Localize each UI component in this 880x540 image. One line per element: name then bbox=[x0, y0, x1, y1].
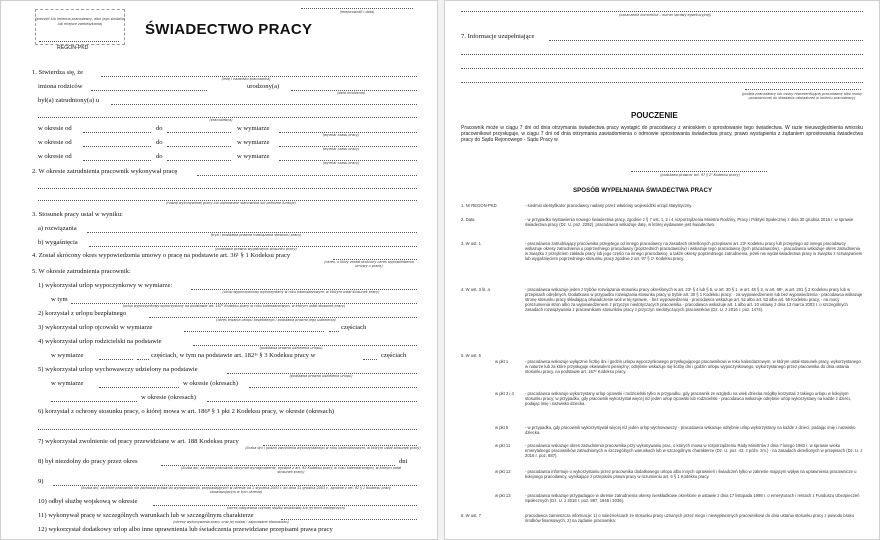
item-2: 2. W okresie zatrudnienia pracownik wykonywał pracę bbox=[32, 168, 178, 175]
city-date-caption: (miejscowość i data) bbox=[339, 10, 375, 14]
section-7: 7. Informacje uzupełniające bbox=[461, 33, 535, 40]
item-3: 3. Stosunek pracy ustał w wyniku: bbox=[32, 211, 123, 218]
page-title: ŚWIADECTWO PRACY bbox=[145, 21, 313, 38]
method-title: SPOSÓB WYPEŁNIANIA ŚWIADECTWA PRACY bbox=[573, 187, 713, 194]
item-4: 4. Został skrócony okres wypowiedzenia umowy o pracę na podstawie art. 36¹ § 1 Kodeksu pracy bbox=[32, 252, 291, 259]
legal-basis: (podstawa prawna: art. 97 § 2¹ Kodeksu pracy) bbox=[660, 173, 740, 177]
signature-caption: (podpis pracodawcy lub osoby reprezentującej pracodawcę albo osoby upoważnionej do składania oświadczeń w imieniu pracodawcy) bbox=[741, 92, 863, 101]
notice-title: POUCZENIE bbox=[631, 111, 678, 120]
regon-label: REGON-PKD bbox=[57, 45, 89, 51]
certificate-page: (pieczęć lub imienna pracodawcy, albo jego siedziba lub miejsce zamieszkania) REGON-PKD (miejscowość i data) ŚWIADECTWO PRACY 1. Stwierdza się, że (imię i nazwisko pracownika) imiona rodziców urodzony(a) (data urodzenia) był(a) zatrudniony(a) u (pracodawca) w okresie od do w wymiarze (wymiar czasu pracy) w okresie od do w wymiarze (wymiar czasu pracy) w okresie od do w wymiarze (wymiar czasu pracy) 2. W okresie zatrudnienia pracownik wykonywał pracę (rodzaj wykonywanej pracy lub zajmowane stanowiska lub pełnione funkcje) 3. Stosunek pracy ustał w wyniku: a) rozwiązania (tryb i podstawa prawna rozwiązania stosunku pracy) b) wygaśnięcia (podstawa prawna wygaśnięcia stosunku pracy) 4. Został skrócony okres wypowiedzenia umowy o pracę na podstawie art. 36¹ § 1 Kodeksu pracy (okres, o który został skrócony okres wypowiedzenia umowy o pracę) 5. W okresie zatrudnienia pracownik: 1) wykorzystał urlop wypoczynkowy w wymiarze: (urlop wypoczynkowy wykorzystany w roku kalendarzowym, w którym ustał stosunek pracy) w tym (urlop wypoczynkowy wykorzystany na podstawie art. 167² Kodeksu pracy w roku kalendarzowym, w którym ustał stosunek pracy) 2) korzystał z urlopu bezpłatnego (okres trwania urlopu bezpłatnego i podstawa prawna jego udzielenia) 3) wykorzystał urlop ojcowski w wymiarze częściach 4) wykorzystał urlop rodzicielski na podstawie (podstawa prawna udzielenia urlopu) w wymiarze częściach, w tym na podstawie art. 182¹ˢ § 3 Kodeksu pracy w częściach 5) wykorzystał urlop wychowawczy udzielony na podstawie (podstawa prawna udzielenia urlopu) w wymiarze w okresie (okresach) w okresie (okresach) 6) korzystał z ochrony stosunku pracy, o której mowa w art. 186⁸ § 1 pkt 2 Kodeksu pracy, w okresie (okresach) 7) wykorzystał zwolnienie od pracy przewidziane w art. 188 Kodeksu pracy (liczba dni i godzin zwolnienia wykorzystanego w roku kalendarzowym, w którym ustał stosunek pracy) 8) był niezdolny do pracy przez okres dni (liczba dni, za które pracownik otrzymał wynagrodzenie, zgodnie z art. 92 Kodeksu pracy, w roku kalendarzowym, w którym ustał stosunek pracy) 9) (liczba dni, za które pracownik nie zachował prawa do wynagrodzenia, przypadających w okresie od 1 stycznia 2003 r. do dnia 31 grudnia 2003 r., zgodnie z art. 92 § 1 Kodeksu pracy obowiązującym w tym okresie) 10) odbył służbę wojskową w okresie (okres odbywania czynnej służby wojskowej lub jej form zastępczych) 11) wykonywał pracę w szczególnych warunkach lub w szczególnym charakterze (okresy wykonywania pracy oraz jej rodzaj i zajmowane stanowisko) 12) wykorzystał dodatkowy urlop albo inne uprawnienia lub świadczenia przewidziane przepisami prawa pracy bbox=[0, 0, 438, 540]
item-1: 1. Stwierdza się, że bbox=[32, 69, 84, 76]
item-5: 5. W okresie zatrudnienia pracownik: bbox=[32, 268, 131, 275]
instructions-page: (oznaczenie komornika – numer sprawy egzekucyjnej) 7. Informacje uzupełniające (podpis pracodawcy lub osoby reprezentującej pracodawcę albo osoby upoważnionej do składania oświadczeń w imieniu pracodawcy) POUCZENIE Pracownik może w ciągu 7 dni od dnia otrzymania świadectwa pracy wystąpić do pracodawcy z wnioskiem o sprostowanie tego świadectwa. W razie nieuwzględnienia wniosku pracownikowi przysługuje, w ciągu 7 dni od dnia otrzymania zawiadomienia o odmowie sprostowania świadectwa pracy, prawo wystąpienia z żądaniem sprostowania świadectwa pracy do Sądu Rejonowego - Sądu Pracy w (podstawa prawna: art. 97 § 2¹ Kodeksu pracy) SPOSÓB WYPEŁNIANIA ŚWIADECTWA PRACY 1. Nr REGON-PKD - siedmio identyfikator pracodawcy nadany przez właściwy wojewódzki urząd statystyczny. 2. Data - w przypadku wystawienia nowego świadectwa pracy, zgodnie z § 7 ust. 1, 2 i 4 rozporządzenia Ministra Rodziny, Pracy i Polityki Społecznej z dnia 30 grudnia 2016 r. w sprawie świadectwa pracy (Dz. U. poz. 2292), pracodawca wskazuje datę, w której wydawane jest świadectwo. 3. W ust. 1 - pracodawca zatrudniający pracownika przejętego od innego pracodawcy na zasadach określonych przepisami art. 23¹ Kodeksu pracy lub przejętego od innego pracodawcy wskazuje okresy zatrudnienia u poprzedniego pracodawcy (poprzednich pracodawców) i wskazuje tego pracodawcę (tych pracodawców), - pracodawca wskazuje okres zatrudnienia w związku z przejściem zakładu pracy lub jego części na innego pracodawcę, a także okresy poprzedniego zatrudnienia, jeżeli nie wydał świadectwa pracy w związku z rozwiązaniem lub wygaśnięciem poprzedniego stosunku pracy zgodnie z art. 97 § 1¹ Kodeksu pracy. 4. W ust. 3 lit. a - pracodawca wskazuje jeden z trybów rozwiązania stosunku pracy określonych w art. 23¹ § 4 lub § 5, w art. 30 § 1, w art. 48 § 2, w art. 68¹, w art. 201 § 2 Kodeksu pracy lub w przepisach odrębnych. Dodatkowo w przypadku rozwiązania stosunku pracy w trybie art. 30 § 1 Kodeksu pracy: - za wypowiedzeniem lub bez wypowiedzenia - pracodawca wskazuje stronę stosunku pracy składającą oświadczenie woli w tej sprawie, - bez wypowiedzenia - pracodawca wskazuje art. 52 albo art. 53 albo art. 55 Kodeksu pracy, - na mocy porozumienia stron albo za wypowiedzeniem z przyczyn niedotyczących pracownika - pracodawca wskazuje art. 1 albo art. 10 ustawy z dnia 13 marca 2003 r. o szczególnych zasadach rozwiązywania z pracownikami stosunków pracy z przyczyn niedotyczących pracowników (Dz. U. z 2016 r. poz. 1474). 5. W ust. 5 w pkt 1 - pracodawca wskazuje wyłącznie liczbę dni i godzin urlopu wypoczynkowego przysługującego pracownikowi w roku kalendarzowym, w którym ustał stosunek pracy, wykorzystanego w naturze lub za które przysługuje ekwiwalent pieniężny; odrębnie wskazuje się liczbę dni i godzin urlopu wypoczynkowego, wykorzystanego przez pracownika do dnia ustania stosunku pracy, na podstawie art. 167² Kodeksu pracy. w pkt 3 i 4 - pracodawca wskazuje wykorzystany urlop ojcowski i rodzicielski tylko w przypadku, gdy pracownik ze względu na wiek dziecka mógłby korzystać z takiego urlopu w kolejnym stosunku pracy; w przypadku, gdy pracownik wykorzystał więcej niż jeden urlop ojcowski lub rodzicielski - pracodawca wskazuje odrębnie urlop wykorzystany na każde z dzieci, podając imię i nazwisko dziecka. w pkt 5 - w przypadku, gdy pracownik wykorzystywał więcej niż jeden urlop wychowawczy - pracodawca wskazuje odrębnie urlop wykorzystany na każde z dzieci, podając imię i nazwisko dziecka. w pkt 11 - pracodawca wskazuje okres zatrudnienia pracownika przy wykonywaniu prac, o których mowa w rozporządzeniu Rady Ministrów z dnia 7 lutego 1983 r. w sprawie wieku emerytalnego pracowników zatrudnionych w szczególnych warunkach lub w szczególnym charakterze (Dz. U. poz. 43, z późn. zm.) - na zasadach określonych w przepisach (Dz. U. z 2016 r. poz. 887). w pkt 12 - pracodawca informuje o wykorzystaniu przez pracownika dodatkowego urlopu albo innych uprawnień i świadczeń tylko w zakresie mającym wpływ na uprawnienia pracownicze u kolejnego pracodawcy, wynikające z przepisów prawa pracy w rozumieniu art. 9 § 1 Kodeksu pracy. w pkt 13 - pracodawca wskazuje przypadające w okresie zatrudnienia okresy nieskładkowe określone w ustawie z dnia 17 listopada 1998 r. o emeryturach i rentach z Funduszu Ubezpieczeń Społecznych (Dz. U. z 2016 r. poz. 887, 1948 i 2036). 6. W ust. 7 pracodawca zamieszcza informacje: 1) o należnościach ze stosunku pracy uznanych przez niego i niewypłaconych pracownikowi do dnia ustania stosunku pracy z powodu braku środków finansowych, 2) na żądanie pracownika: bbox=[444, 0, 880, 540]
employer-stamp-caption: (pieczęć lub imienna pracodawcy, albo jego siedziba lub miejsce zamieszkania) bbox=[35, 17, 125, 26]
notice-text: Pracownik może w ciągu 7 dni od dnia otrzymania świadectwa pracy wystąpić do pracodawcy z wnioskiem o sprostowanie tego świadectwa. W razie nieuwzględnienia wniosku pracownikowi przysługuje, w ciągu 7 dni od dnia otrzymania zawiadomienia o odmowie sprostowania świadectwa pracy, prawo wystąpienia z żądaniem sprostowania świadectwa pracy do Sądu Rejonowego - Sądu Pracy w bbox=[461, 125, 863, 143]
employer-stamp-area bbox=[35, 9, 125, 45]
bailiff-caption: (oznaczenie komornika – numer sprawy egzekucyjnej) bbox=[618, 13, 712, 17]
